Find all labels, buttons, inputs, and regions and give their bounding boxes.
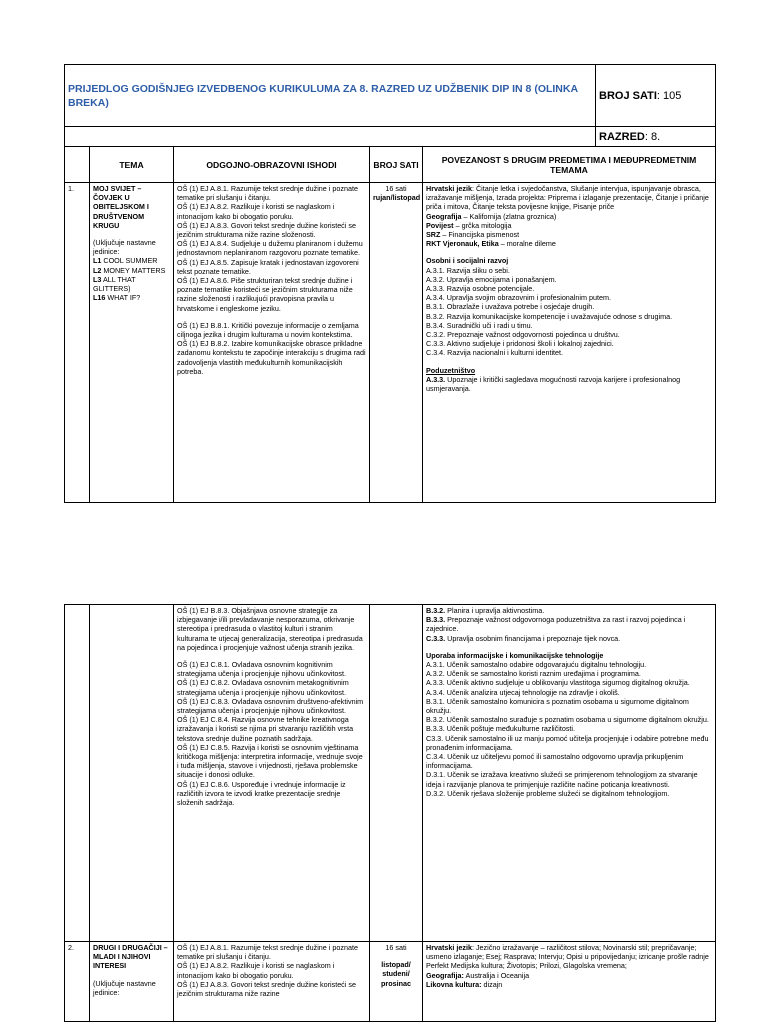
list-item: C.3.2. Prepoznaje važnost odgovornosti pojedinca u društvu. bbox=[426, 330, 620, 340]
list-item: A.3.3. Razvija osobne potencijale. bbox=[426, 284, 535, 294]
links-cell bbox=[423, 605, 716, 942]
units-intro: (Uključuje nastavne jedinice: bbox=[93, 978, 156, 997]
list-item: D.3.2. Učenik rješava složenije probleme služeći se digitalnom tehnologijom. bbox=[426, 788, 670, 798]
tema-header: TEMA bbox=[90, 147, 174, 183]
links-cell: Hrvatski jezik: Jezično izražavanje – različitost stilova; Novinarski stil; prepričavanje; usmeno izlaganje; Esej; Rasprava; Intervju; Opisi u pripovijedanju; izricanje prošle radnje Perfekt Medijska kultura; Životopis; Prilozi, Glagolska vremena; Geografija: Australija i Oceanija Likovna kultura: dizajn bbox=[423, 942, 716, 1022]
broj-sati-header: BROJ SATI bbox=[370, 147, 423, 183]
outcome-item: OŠ (1) EJ C.8.2. Ovladava osnovnim metakognitivnim strategijama učenja i procjenjuje njihovu učinkovitost. bbox=[177, 678, 349, 697]
outcomes-cell bbox=[174, 942, 370, 1022]
list-item: A.3.2. Upravlja emocijama i ponašanjem. bbox=[426, 274, 557, 284]
povezanost-header: POVEZANOST S DRUGIM PREDMETIMA I MEĐUPREDMETNIM TEMAMA bbox=[423, 147, 716, 183]
links-cell: Hrvatski jezik: Čitanje letka i svjedočanstva, Slušanje intervjua, ispunjavanje obrasca, izražavanje mišljenja, Izrada projekta: Priprema i izlaganje prezentacije, Čitanje i pričanje priča i mitova, Čitanje teksta povijesne knjige, Pisanje priče Geografija – Kalifornija (zlatna groznica) Povijest – grčka mitologija SRZ – Financijska pismenost RKT Vjeronauk, Etika – moralne dileme Osobni i socijalni razvoj A.3.1. Razvija sliku o sebi. A.3.2. Upravlja emocijama i ponašanjem. A.3.3. Razvija osobne potencijale. A.3.4. Upravlja svojim obrazovnim i profesionalnim putem. B.3.1. Obrazlaže i uvažava potrebe i osjećaje drugih. B.3.2. Razvija komunikacijske kompetencije i uvažavajuće odnose s drugima. B.3.4. Suradnički uči i radi u timu. C.3.2. Prepoznaje važnost odgovornosti pojedinca u društvu. C.3.3. Aktivno sudjeluje i pridonosi školi i lokalnoj zajednici. C.3.4. Razvija nacionalni i kulturni identitet. Poduzetništvo A.3.3. Upoznaje i kritički sagledava mogućnosti razvoja karijere i profesionalnog usmjeravanja. bbox=[423, 183, 716, 503]
broj-sati-field bbox=[596, 65, 716, 127]
list-item: C.3.3. Upravlja osobnim financijama i prepoznaje tijek novca. bbox=[426, 633, 621, 643]
topic-cell bbox=[90, 183, 174, 503]
unit-item: L16 WHAT IF? bbox=[93, 293, 141, 303]
outcome-item: OŠ (1) EJ A.8.3. Govori tekst srednje dužine koristeći se jezičnim strukturama niže razine složenosti. bbox=[177, 220, 356, 240]
outcomes-cell bbox=[174, 183, 370, 503]
list-item: A.3.1. Učenik samostalno odabire odgovarajuću digitalnu tehnologiju. bbox=[426, 660, 647, 670]
outcome-item: OŠ (1) EJ B.8.3. Objašnjava osnovne strategije za izbjegavanje i/ili prevladavanje nesporazuma, otkrivanje stereotipa i predrasuda o vlastitoj kulturi i stranim kulturama te utjecaj generalizacija, stereotipa i predrasuda na pojedinca i procjenjuje važnost učenja stranih jezika. bbox=[177, 606, 363, 652]
outcome-item: OŠ (1) EJ C.8.5. Razvija i koristi se osnovnim vještinama kritičkoga mišljenja: interpretira informacije, vrednuje svoje i tuđa mišljenja, stavove i vrijednosti, rješava problemske situacije i donosi odluke. bbox=[177, 742, 363, 780]
list-item: A.3.4. Upravlja svojim obrazovnim i profesionalnim putem. bbox=[426, 293, 611, 303]
section-title: Uporaba informacijske i komunikacijske tehnologije bbox=[426, 650, 604, 660]
row-number: 2. bbox=[65, 942, 90, 1022]
list-item: B.3.3. Prepoznaje važnost odgovornoga poduzetništva za rast i razvoj pojedinca i zajednice. bbox=[426, 615, 686, 634]
list-item: B.3.2. Učenik samostalno surađuje s poznatim osobama u sigurnome digitalnom okružju. bbox=[426, 715, 709, 725]
page-1 bbox=[64, 64, 715, 503]
list-item: A.3.1. Razvija sliku o sebi. bbox=[426, 265, 510, 275]
outcome-item: OŠ (1) EJ C.8.4. Razvija osnovne tehnike kreativnoga izražavanja i koristi se njima pri stvaranju različitih vrsta tekstova srednje dužine poznatih sadržaja. bbox=[177, 715, 354, 743]
razred-value: : 8. bbox=[644, 130, 661, 143]
outcome-item: OŠ (1) EJ C.8.1. Ovladava osnovnim kognitivnim strategijama učenja i procjenjuje njihovu učinkovitost. bbox=[177, 660, 346, 679]
outcomes-cell bbox=[174, 605, 370, 942]
razred-field bbox=[596, 127, 716, 147]
list-item: B.3.2. Razvija komunikacijske kompetencije i uvažavajuće odnose s drugima. bbox=[426, 311, 673, 321]
outcome-item: OŠ (1) EJ A.8.4. Sudjeluje u dužemu planiranom i dužemu jednostavnom neplaniranom razgovoru poznate tematike. bbox=[177, 239, 363, 258]
list-item: A.3.3. Učenik aktivno sudjeluje u oblikovanju vlastitoga sigurnog digitalnog okružja. bbox=[426, 678, 690, 688]
num-header bbox=[65, 147, 90, 183]
hours-value: 16 sati bbox=[385, 184, 407, 193]
outcome-item: OŠ (1) EJ C.8.6. Uspoređuje i vrednuje informacije iz različitih izvora te izvodi kratke prezentacije srednje složenih sadržaja. bbox=[177, 779, 346, 808]
topic-cell bbox=[90, 942, 174, 1022]
list-item: A.3.3. Upoznaje i kritički sagledava mogućnosti razvoja karijere i profesionalnog usmjeravanja. bbox=[426, 374, 681, 394]
outcome-item: OŠ (1) EJ A.8.2. Razlikuje i koristi se naglaskom i intonacijom kako bi obogatio poruku. bbox=[177, 961, 335, 980]
hours-value: 16 sati bbox=[385, 943, 407, 952]
list-item: C.3.4. Razvija nacionalni i kulturni identitet. bbox=[426, 348, 564, 358]
list-item: C3.3. Učenik samostalno ili uz manju pomoć učitelja procjenjuje i odabire potrebne među pronađenim informacijama. bbox=[426, 733, 709, 752]
topic-title: MOJ SVIJET – ČOVJEK U OBITELJSKOM I DRUŠTVENOM KRUGU bbox=[93, 184, 149, 230]
list-item: B.3.2. Planira i upravlja aktivnostima. bbox=[426, 606, 545, 615]
outcome-item: OŠ (1) EJ A.8.1. Razumije tekst srednje dužine i poznate tematike pri slušanju i čitanju. bbox=[177, 943, 358, 962]
outcome-item: OŠ (1) EJ B.8.2. Izabire komunikacijske obrasce prikladne zadanomu kontekstu te započinje interakciju s drugima radi zadovoljenja vlastitih međukulturnih komunikacijskih potreba. bbox=[177, 339, 366, 376]
unit-item: L2 MONEY MATTERS bbox=[93, 265, 166, 275]
section-title: Osobni i socijalni razvoj bbox=[426, 256, 509, 266]
list-item: B.3.4. Suradnički uči i radi u timu. bbox=[426, 320, 533, 330]
unit-item: L3 ALL THAT GLITTERS) bbox=[93, 274, 136, 294]
hours-cell bbox=[370, 183, 423, 503]
units-intro: (Uključuje nastavne jedinice: bbox=[93, 238, 156, 257]
section-title: Poduzetništvo bbox=[426, 365, 476, 375]
hours-cell bbox=[370, 942, 423, 1022]
ishodi-header: ODGOJNO-OBRAZOVNI ISHODI bbox=[174, 147, 370, 183]
row-number: 1. bbox=[65, 183, 90, 503]
list-item: A.3.2. Učenik se samostalno koristi raznim uređajima i programima. bbox=[426, 669, 641, 679]
list-item: C.3.3. Aktivno sudjeluje i pridonosi školi i lokalnoj zajednici. bbox=[426, 339, 614, 349]
list-item: B.3.3. Učenik poštuje međukulturne različitosti. bbox=[426, 724, 576, 734]
blank-cell bbox=[65, 127, 596, 147]
unit-item: L1 COOL SUMMER bbox=[93, 256, 158, 266]
outcome-item: OŠ (1) EJ A.8.3. Govori tekst srednje dužine koristeći se jezičnim strukturama niže razine bbox=[177, 979, 356, 999]
broj-sati-value: : 105 bbox=[656, 89, 682, 102]
list-item: A.3.4. Učenik analizira utjecaj tehnologije na zdravlje i okoliš. bbox=[426, 687, 620, 697]
outcome-item: OŠ (1) EJ C.8.3. Ovladava osnovnim društveno-afektivnim strategijama učenja i procjenjuje njihovu učinkovitost. bbox=[177, 696, 364, 716]
period-value: rujan/listopad bbox=[373, 193, 421, 203]
outcome-item: OŠ (1) EJ B.8.1. Kritički povezuje informacije o zemljama ciljnoga jezika i drugim kulturama u novim kontekstima. bbox=[177, 320, 359, 340]
list-item: B.3.1. Obrazlaže i uvažava potrebe i osjećaje drugih. bbox=[426, 302, 595, 312]
period-value: listopad/ studeni/ prosinac bbox=[381, 960, 411, 988]
list-item: C.3.4. Učenik uz učiteljevu pomoć ili samostalno odgovorno upravlja prikupljenim informacijama. bbox=[426, 752, 684, 771]
document-title: PRIJEDLOG GODIŠNJEG IZVEDBENOG KURIKULUMA ZA 8. RAZRED UZ UDŽBENIK DIP IN 8 (OLINKA BREKA) bbox=[65, 65, 596, 127]
topic-title: DRUGI I DRUGAČIJI – MLADI I NJIHOVI INTERESI bbox=[93, 943, 168, 971]
list-item: B.3.1. Učenik samostalno komunicira s poznatim osobama u sigurnome digitalnom okružju. bbox=[426, 696, 689, 716]
razred-label: RAZRED bbox=[599, 130, 645, 143]
broj-sati-label: BROJ SATI bbox=[599, 89, 657, 102]
outcome-item: OŠ (1) EJ A.8.5. Zapisuje kratak i jednostavan izgovoreni tekst poznate tematike. bbox=[177, 257, 359, 276]
curriculum-table bbox=[64, 64, 716, 503]
outcome-item: OŠ (1) EJ A.8.2. Razlikuje i koristi se naglaskom i intonacijom kako bi obogatio poruku. bbox=[177, 202, 335, 221]
page-2 bbox=[64, 604, 715, 1022]
outcome-item: OŠ (1) EJ A.8.1. Razumije tekst srednje dužine i poznate tematike pri slušanju i čitanju. bbox=[177, 184, 358, 203]
curriculum-table-continued bbox=[64, 604, 716, 1022]
outcome-item: OŠ (1) EJ A.8.6. Piše strukturiran tekst srednje dužine i poznate tematike koristeći se jezičnim strukturama niže razine složenosti i razlikujući pravopisna pravila u hrvatskome i engleskome jeziku. bbox=[177, 276, 353, 313]
list-item: D.3.1. Učenik se izražava kreativno služeći se primjerenom tehnologijom za stvaranje ideja i razvijanje planova te primjenjuje različite načine poticanja kreativnosti. bbox=[426, 770, 698, 789]
